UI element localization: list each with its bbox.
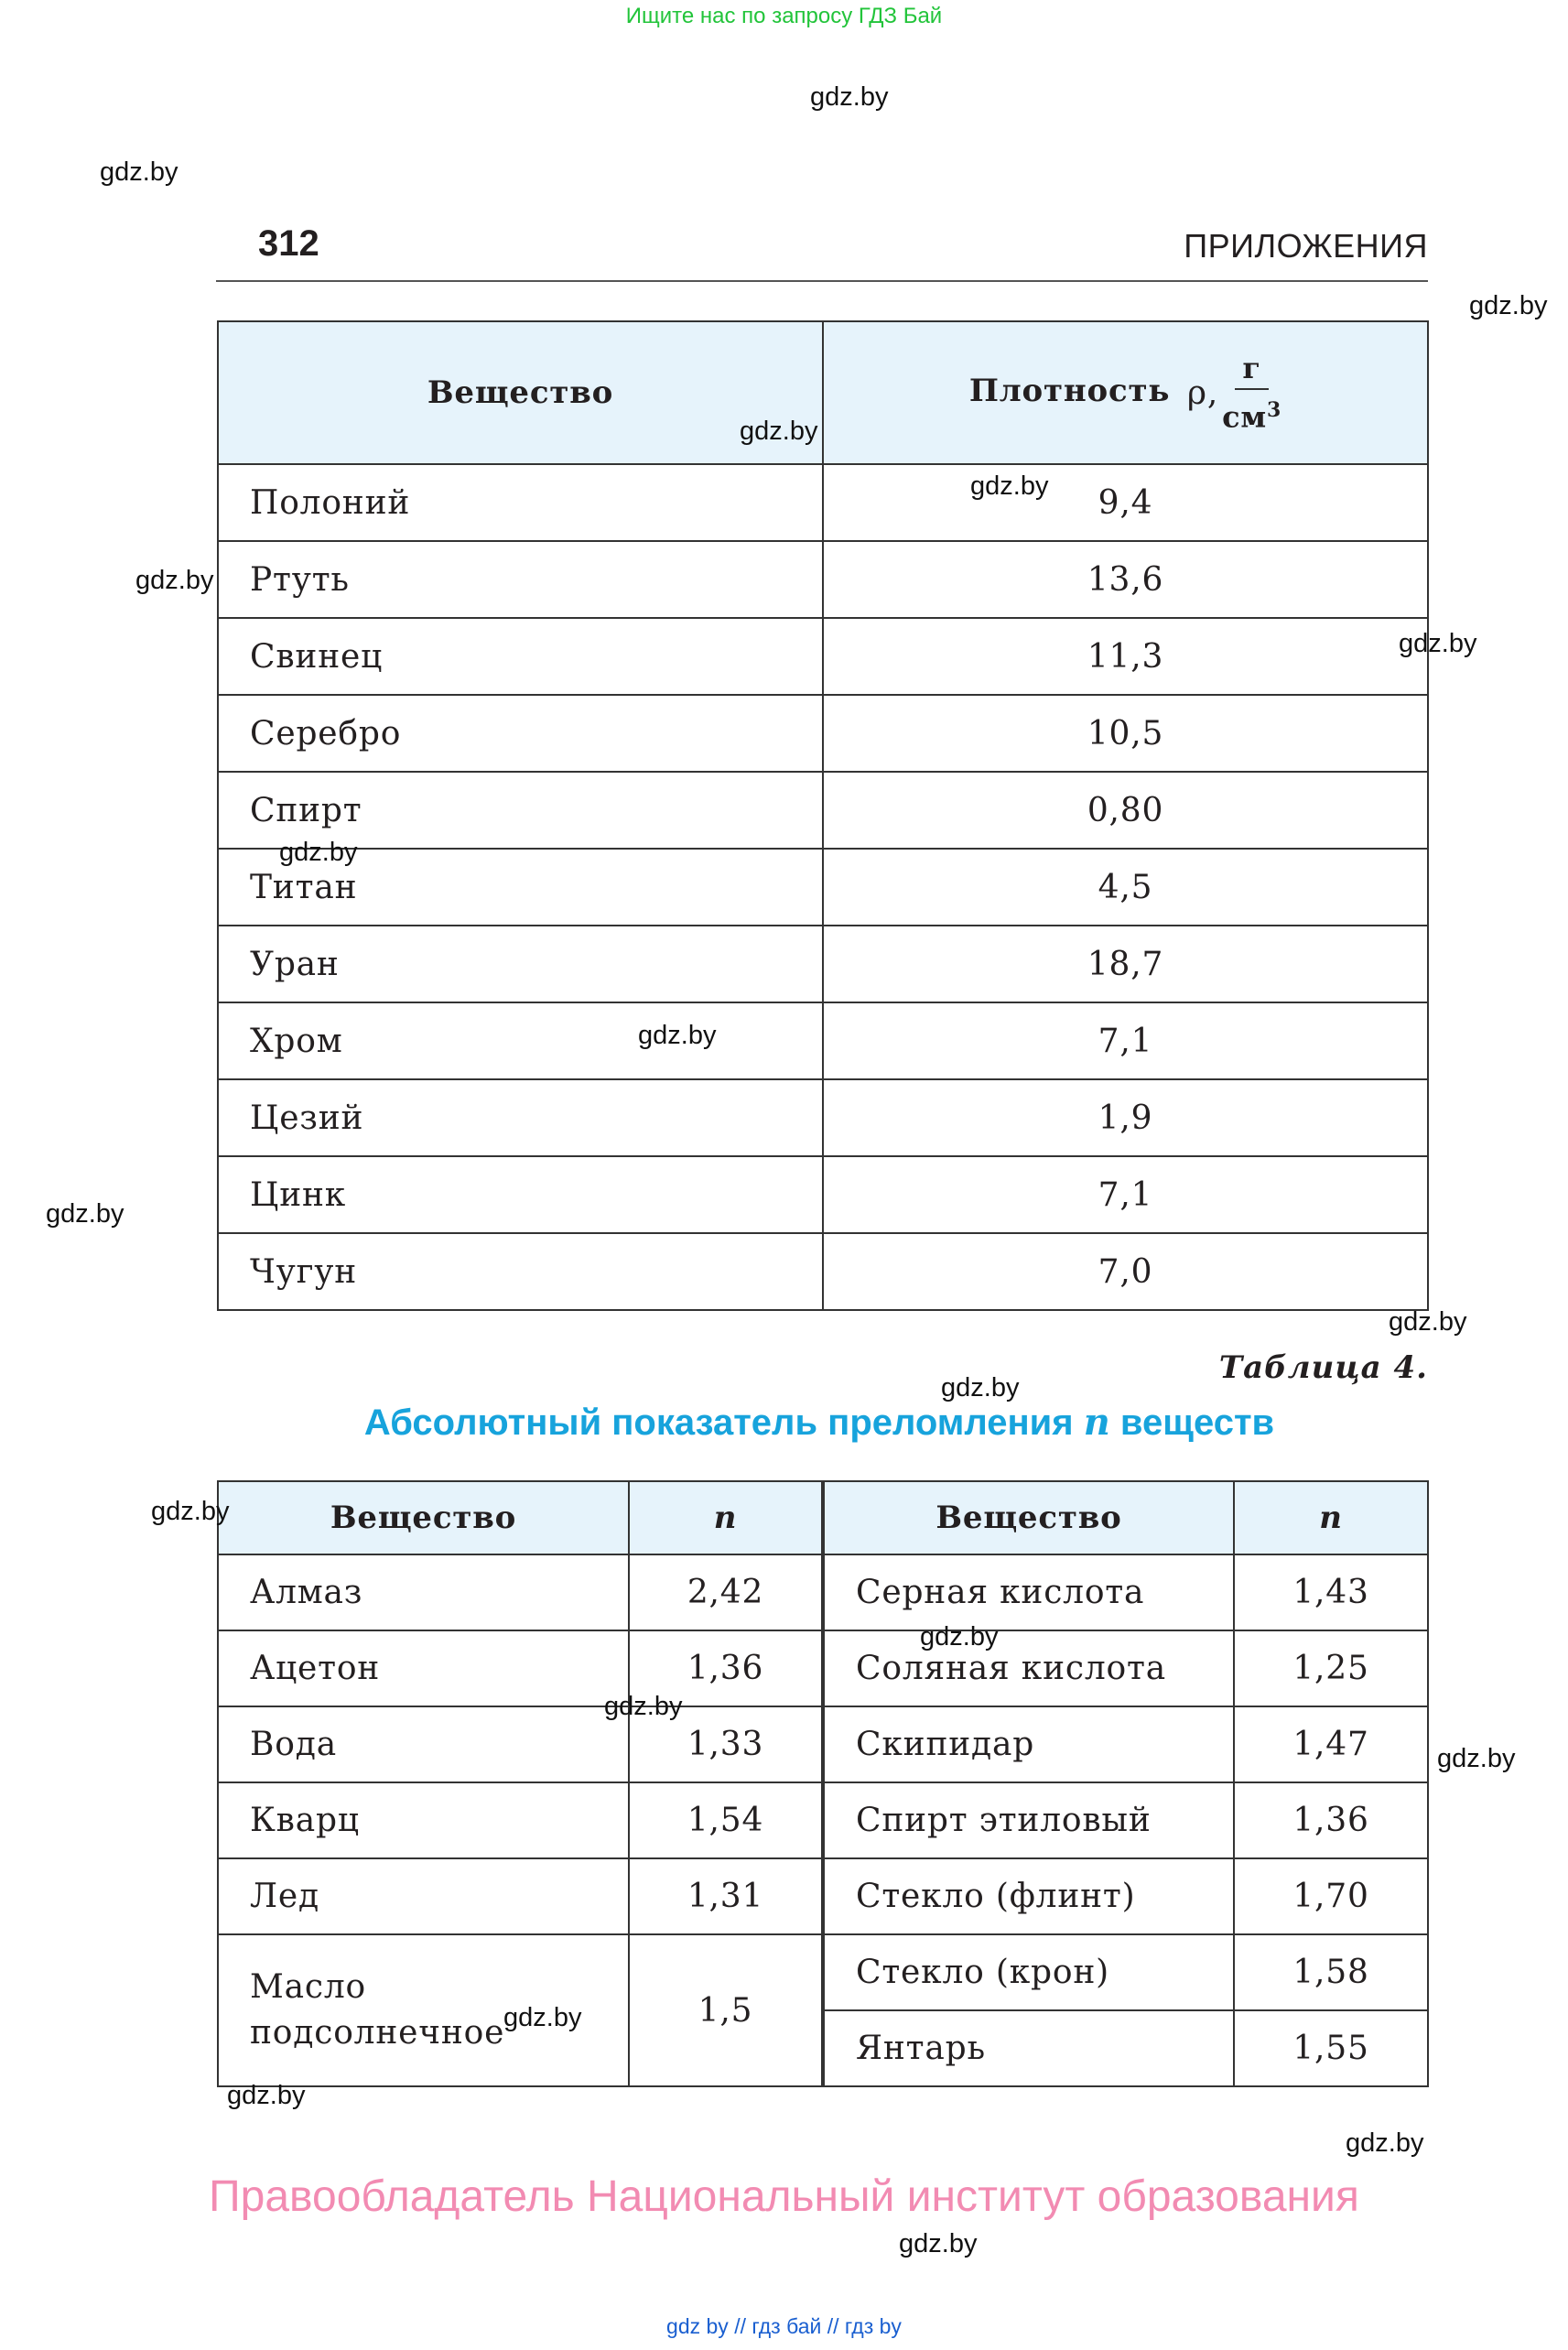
- density-col-density: [823, 321, 1428, 464]
- watermark: gdz.by: [227, 2081, 306, 2110]
- table-title-prefix: Абсолютный показатель преломления: [363, 1402, 1084, 1443]
- top-search-note: Ищите нас по запросу ГДЗ Бай: [625, 4, 943, 28]
- watermark: gdz.by: [151, 1497, 230, 1526]
- page-number: 312: [258, 223, 319, 264]
- substance-name: Цезий: [218, 1079, 823, 1156]
- table-row: [218, 1934, 1428, 2010]
- density-table: [217, 320, 1429, 1311]
- density-header-row: [218, 321, 1428, 464]
- density-value: 11,3: [823, 618, 1428, 695]
- substance-name: Хром: [218, 1002, 823, 1079]
- watermark: gdz.by: [920, 1622, 999, 1651]
- watermark: gdz.by: [899, 2229, 978, 2258]
- watermark: gdz.by: [1469, 291, 1548, 320]
- substance-name: Полоний: [218, 464, 823, 541]
- substance-name: Янтарь: [823, 2010, 1234, 2086]
- watermark: gdz.by: [46, 1199, 124, 1229]
- substance-name: Уран: [218, 926, 823, 1002]
- refraction-value: 1,54: [629, 1782, 823, 1858]
- substance-name: Чугун: [218, 1233, 823, 1310]
- table-row: [218, 541, 1428, 618]
- table-title-symbol: n: [1083, 1401, 1110, 1444]
- refraction-col-substance-right: Вещество: [823, 1481, 1234, 1554]
- substance-name: Свинец: [218, 618, 823, 695]
- refraction-col-substance-left: Вещество: [218, 1481, 629, 1554]
- refraction-col-n-right: n: [1234, 1481, 1428, 1554]
- substance-name-line2: подсолнечное: [250, 2014, 505, 2052]
- density-unit-fraction: [1222, 352, 1281, 434]
- substance-name: Алмаз: [218, 1554, 629, 1630]
- table-row: [218, 1554, 1428, 1630]
- density-value: 13,6: [823, 541, 1428, 618]
- table-row: [218, 772, 1428, 849]
- refraction-value: 1,5: [629, 1934, 823, 2086]
- density-value: 9,4: [823, 464, 1428, 541]
- density-value: 7,1: [823, 1156, 1428, 1233]
- substance-name: Серная кислота: [823, 1554, 1234, 1630]
- table-row: [218, 1858, 1428, 1934]
- refraction-header-row: [218, 1481, 1428, 1554]
- watermark: gdz.by: [100, 157, 178, 187]
- density-col-substance: Вещество: [218, 321, 823, 464]
- refraction-col-n-left: n: [629, 1481, 823, 1554]
- table-caption: Таблица 4.: [1218, 1349, 1428, 1386]
- refraction-value: 1,25: [1234, 1630, 1428, 1706]
- refraction-value: 1,36: [629, 1630, 823, 1706]
- substance-name: Стекло (флинт): [823, 1858, 1234, 1934]
- table-row: [218, 1782, 1428, 1858]
- watermark: gdz.by: [638, 1021, 717, 1050]
- table-row: [218, 1002, 1428, 1079]
- density-unit-denominator: [1222, 390, 1281, 434]
- watermark: gdz.by: [1346, 2128, 1424, 2158]
- refraction-table: [217, 1480, 1429, 2087]
- refraction-value: 1,55: [1234, 2010, 1428, 2086]
- density-unit-numerator: г: [1235, 352, 1268, 390]
- table-row: [218, 1079, 1428, 1156]
- density-col-label: Плотность: [968, 373, 1171, 409]
- substance-name: Стекло (крон): [823, 1934, 1234, 2010]
- substance-name: Спирт этиловый: [823, 1782, 1234, 1858]
- table-row: [218, 695, 1428, 772]
- substance-name: Спирт: [218, 772, 823, 849]
- density-value: 10,5: [823, 695, 1428, 772]
- watermark: gdz.by: [279, 838, 358, 867]
- table-title-suffix: веществ: [1109, 1402, 1275, 1443]
- substance-name: Лед: [218, 1858, 629, 1934]
- substance-name: Титан: [218, 849, 823, 926]
- refraction-value: 2,42: [629, 1554, 823, 1630]
- density-value: 0,80: [823, 772, 1428, 849]
- watermark: gdz.by: [740, 417, 818, 446]
- watermark: gdz.by: [503, 2003, 582, 2032]
- substance-name: Ацетон: [218, 1630, 629, 1706]
- substance-name: Цинк: [218, 1156, 823, 1233]
- refraction-value: 1,33: [629, 1706, 823, 1782]
- table-row: [218, 1156, 1428, 1233]
- substance-name-line1: Масло: [250, 1968, 367, 2006]
- table-row: [218, 1630, 1428, 1706]
- table-title: [0, 1401, 1568, 1444]
- density-value: 4,5: [823, 849, 1428, 926]
- table-row: [218, 926, 1428, 1002]
- refraction-value: 1,47: [1234, 1706, 1428, 1782]
- density-unit: [1187, 352, 1281, 434]
- watermark: gdz.by: [1389, 1307, 1467, 1337]
- table-row: [218, 849, 1428, 926]
- refraction-value: 1,36: [1234, 1782, 1428, 1858]
- header-rule: [216, 280, 1428, 282]
- density-value: 7,1: [823, 1002, 1428, 1079]
- footer-links: gdz by // гдз бай // гдз by: [666, 2314, 902, 2338]
- density-value: 1,9: [823, 1079, 1428, 1156]
- table-row: [218, 464, 1428, 541]
- watermark: gdz.by: [604, 1692, 683, 1721]
- table-row: [218, 618, 1428, 695]
- substance-name: Скипидар: [823, 1706, 1234, 1782]
- refraction-value: 1,70: [1234, 1858, 1428, 1934]
- refraction-value: 1,58: [1234, 1934, 1428, 2010]
- table-row: [218, 1233, 1428, 1310]
- density-symbol: ρ,: [1186, 374, 1219, 412]
- density-unit-exponent: 3: [1267, 398, 1282, 423]
- refraction-value: 1,31: [629, 1858, 823, 1934]
- watermark: gdz.by: [941, 1373, 1020, 1402]
- watermark: gdz.by: [970, 471, 1049, 501]
- table-row: [218, 1706, 1428, 1782]
- watermark: gdz.by: [135, 566, 214, 595]
- substance-name: Ртуть: [218, 541, 823, 618]
- watermark: gdz.by: [1399, 629, 1477, 658]
- substance-name: Вода: [218, 1706, 629, 1782]
- density-value: 7,0: [823, 1233, 1428, 1310]
- copyright-owner-note: Правообладатель Национальный институт образования: [209, 2172, 1359, 2221]
- section-title: ПРИЛОЖЕНИЯ: [1184, 227, 1428, 265]
- refraction-value: 1,43: [1234, 1554, 1428, 1630]
- substance-name: Кварц: [218, 1782, 629, 1858]
- watermark: gdz.by: [810, 82, 889, 112]
- watermark: gdz.by: [1437, 1744, 1516, 1773]
- density-value: 18,7: [823, 926, 1428, 1002]
- density-unit-den-base: см: [1222, 399, 1268, 435]
- substance-name: Соляная кислота: [823, 1630, 1234, 1706]
- substance-name: Серебро: [218, 695, 823, 772]
